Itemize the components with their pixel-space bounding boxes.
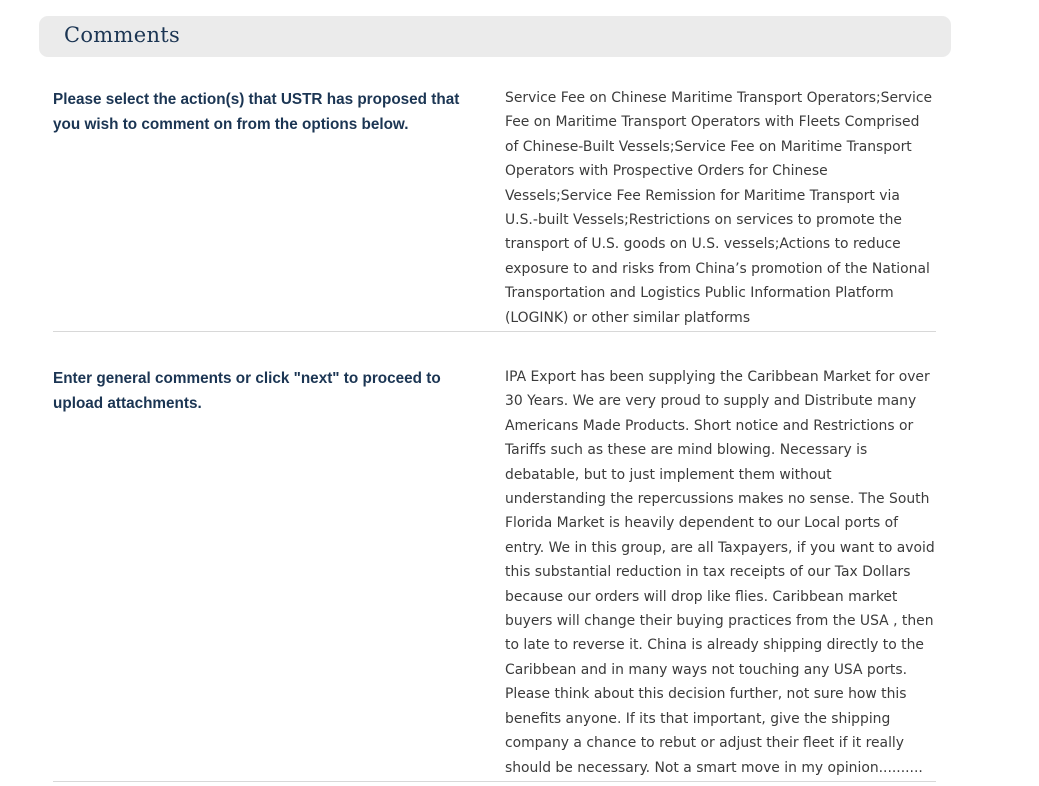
answer-value: Service Fee on Chinese Maritime Transport Operators;Service Fee on Maritime Transport Operators with Fleets Comprised of Chinese-Built Vessels;Service Fee on Maritime Transport Operators with Prospective Orders for Chinese Vessels;Service Fee Remission for Maritime Transport via U.S.-built Vessels;Restrictions on services to promote the transport of U.S. goods on U.S. vessels;Actions to reduce exposure to and risks from China’s promotion of the National Transportation and Logistics Public Information Platform (LOGINK) or other similar platforms bbox=[505, 90, 933, 326]
comment-row-actions bbox=[53, 86, 936, 332]
answer-value: IPA Export has been supplying the Caribbean Market for over 30 Years. We are very proud to supply and Distribute many Americans Made Products. Short notice and Restrictions or Tariffs such as these are mind blowing. Necessary is debatable, but to just implement them without understanding the repercussions makes no sense. The South Florida Market is heavily dependent to our Local ports of entry. We in this group, are all Taxpayers, if you want to avoid this substantial reduction in tax receipts of our Tax Dollars because our orders will drop like flies. Caribbean market buyers will change their buying practices from the USA , then to late to reverse it. China is already shipping directly to the Caribbean and in many ways not touching any USA ports. Please think about this decision further, not sure how this benefits anyone. If its that important, give the shipping company a chance to rebut or adjust their fleet if it really should be necessary. Not a smart move in my opinion.......... bbox=[505, 369, 935, 776]
section-title: Comments bbox=[64, 23, 181, 47]
comment-row-general bbox=[53, 365, 936, 782]
question-label: Please select the action(s) that USTR has proposed that you wish to comment on from the options below. bbox=[53, 91, 460, 133]
question-label: Enter general comments or click "next" to proceed to upload attachments. bbox=[53, 370, 441, 412]
comments-section-header bbox=[39, 16, 951, 57]
